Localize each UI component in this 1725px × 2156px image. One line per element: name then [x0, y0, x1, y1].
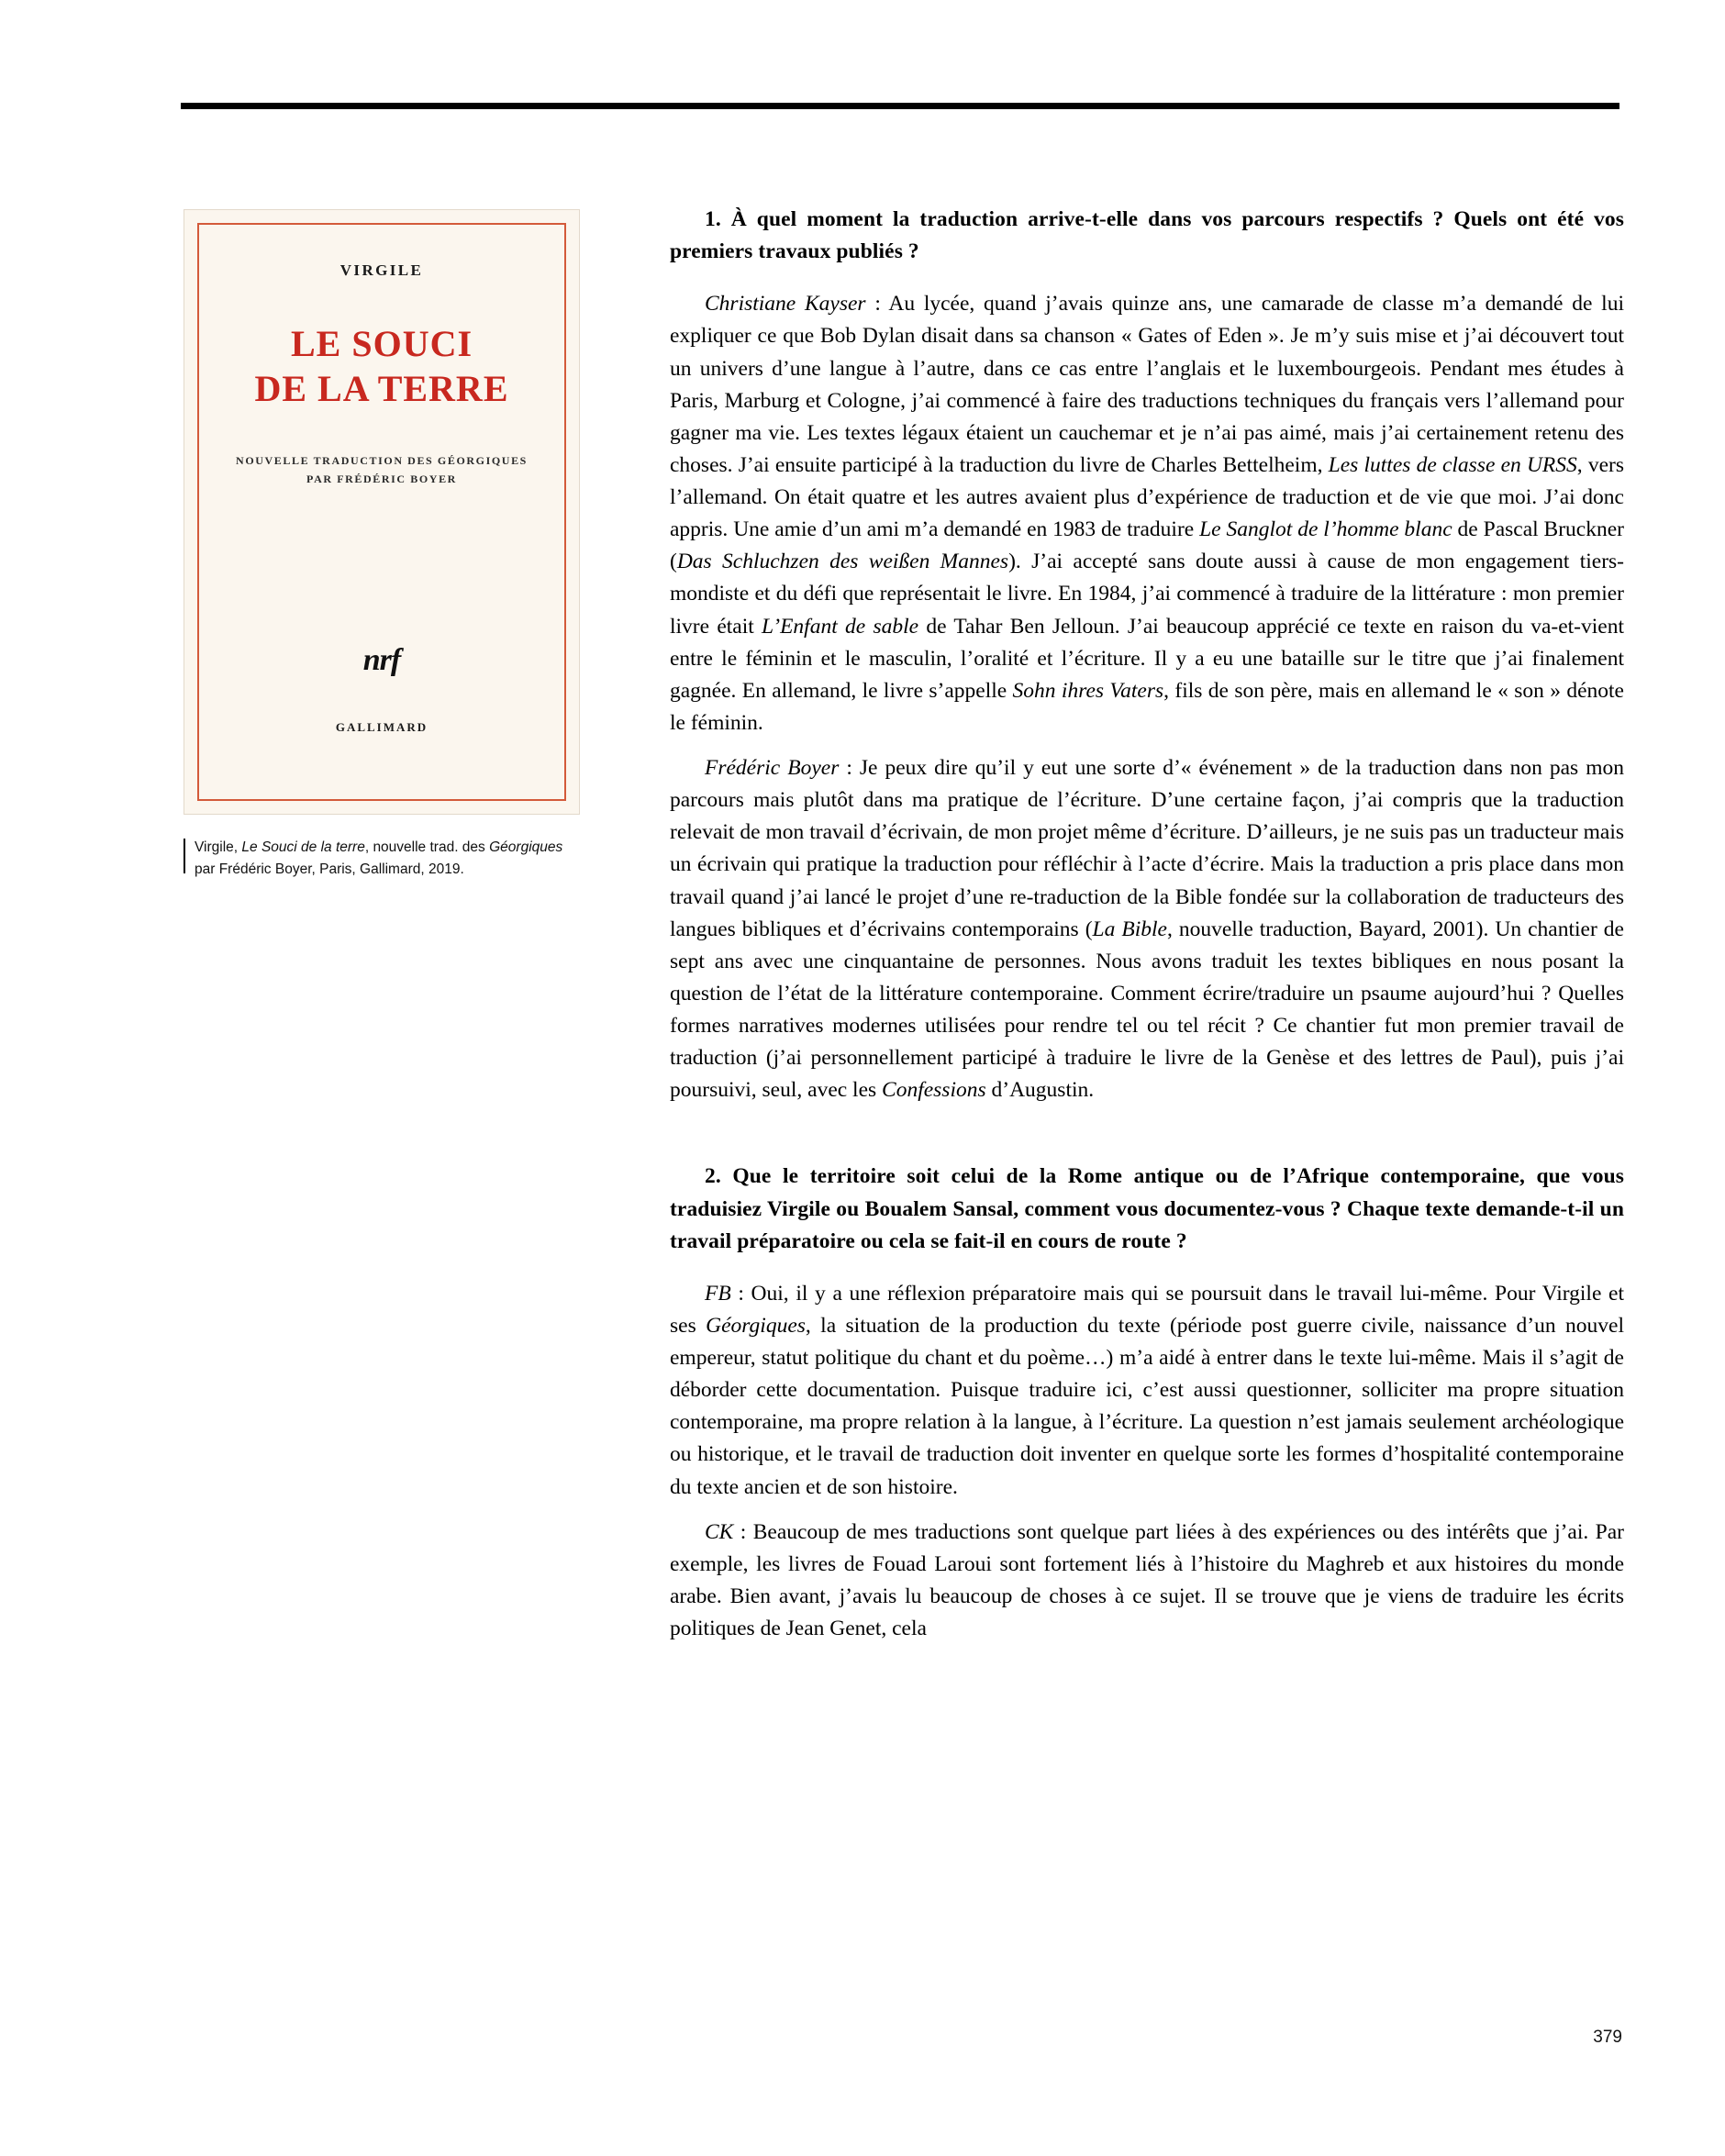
answer-1-paragraph: Christiane Kayser : Au lycée, quand j’avais quinze ans, une camarade de classe m’a demandé de lui expliquer ce que Bob Dylan disait dans sa chanson « Gates of Eden ». Je m’y suis mise et j’ai découvert tout un univers d’une langue à l’autre, dans ce cas entre l’anglais et le luxembourgeois. Pendant mes études à Paris, Marburg et Cologne, j’ai commencé à faire des traductions techniques du français vers l’allemand pour gagner ma vie. Les textes légaux étaient un cauchemar et je n’ai pas aimé, mais j’ai certainement retenu des choses. J’ai ensuite participé à la traduction du livre de Charles Bettelheim, Les luttes de classe en URSS, vers l’allemand. On était quatre et les autres avaient plus d’expérience de traduction et de vie que moi. J’ai donc appris. Une amie d’un ami m’a demandé en 1983 de traduire Le Sanglot de l’homme blanc de Pascal Bruckner (Das Schluchzen des weißen Mannes). J’ai accepté sans doute aussi à cause de mon engagement tiers-mondiste et du défi que représentait le livre. En 1984, j’ai commencé à traduire de la littérature : mon premier livre était L’Enfant de sable de Tahar Ben Jelloun. J’ai beaucoup apprécié ce texte en raison du va-et-vient entre le féminin et le masculin, l’oralité et l’écriture. Il y a eu une bataille sur le titre que j’ai finalement gagnée. En allemand, le livre s’appelle Sohn ihres Vaters, fils de son père, mais en allemand le « son » dénote le féminin. [670, 292, 1624, 735]
page-number: 379 [1593, 2028, 1622, 2047]
book-cover-image [184, 209, 580, 815]
answer-3-paragraph: FB : Oui, il y a une réflexion préparatoire mais qui se poursuit dans le travail lui-même. Pour Virgile et ses Géorgiques, la situation de la production du texte (période post guerre civile, naissance d’un nouvel empereur, statut politique du chant et du poème…) m’a aidé à entrer dans le texte lui-même. Mais il s’agit de déborder cette documentation. Puisque traduire ici, c’est aussi questionner, solliciter ma propre situation contemporaine, ma propre relation à la langue, à l’écriture. La question n’est jamais seulement archéologique ou historique, et le travail de traduction doit inventer en quelque sorte les formes d’hospitalité contemporaine du texte ancien et de son histoire. [670, 1281, 1624, 1499]
figure-caption [184, 837, 598, 880]
question-1: 1. À quel moment la traduction arrive-t-elle dans vos parcours respectifs ? Quels ont été vos premiers travaux publiés ? [670, 207, 1624, 264]
cover-frame [197, 223, 566, 801]
main-text-column [670, 204, 1624, 1646]
header-rule [181, 103, 1619, 109]
caption-text: Virgile, Le Souci de la terre, nouvelle trad. des Géorgiques par Frédéric Boyer, Paris, Gallimard, 2019. [195, 839, 563, 877]
cover-subtitle: NOUVELLE TRADUCTION DES GÉORGIQUES PAR FRÉDÉRIC BOYER [236, 454, 528, 485]
cover-publisher: GALLIMARD [335, 720, 428, 734]
book-cover-figure [184, 209, 580, 815]
answer-4-paragraph: CK : Beaucoup de mes traductions sont quelque part liées à des expériences ou des intérêts que j’ai. Par exemple, les livres de Fouad Laroui sont fortement liés à l’histoire du Maghreb et aux histoires du monde arabe. Bien avant, j’avais lu beaucoup de choses à ce sujet. Il se trouve que je viens de traduire les écrits politiques de Jean Genet, cela [670, 1519, 1624, 1640]
nrf-logo-icon: nrf [362, 643, 401, 677]
answer-2-paragraph: Frédéric Boyer : Je peux dire qu’il y eut une sorte d’« événement » de la traduction dans non pas mon parcours mais plutôt dans ma pratique de l’écriture. D’une certaine façon, j’ai compris que la traduction relevait de mon travail d’écrivain, de mon projet même d’écriture. D’ailleurs, je ne suis pas un traducteur mais un écrivain qui pratique la traduction pour réfléchir à l’acte d’écrire. Mais la traduction a pris place dans mon travail quand j’ai lancé le projet d’une re-traduction de la Bible fondée sur la collaboration de traducteurs des langues bibliques et d’écrivains contemporains (La Bible, nouvelle traduction, Bayard, 2001). Un chantier de sept ans avec une cinquantaine de personnes. Nous avons traduit les textes bibliques en nous posant la question de l’état de la littérature contemporaine. Comment écrire/traduire un psaume aujourd’hui ? Quelles formes narratives modernes utilisées pour rendre tel ou tel récit ? Ce chantier fut mon premier travail de traduction (j’ai personnellement participé à traduire le livre de la Genèse et des lettres de Paul), puis j’ai poursuivi, seul, avec les Confessions d’Augustin. [670, 756, 1624, 1103]
cover-author: VIRGILE [339, 261, 424, 279]
question-2: 2. Que le territoire soit celui de la Rome antique ou de l’Afrique contemporaine, que vous traduisiez Virgile ou Boualem Sansal, comment vous documentez-vous ? Chaque texte demande-t-il un travail préparatoire ou cela se fait-il en cours de route ? [670, 1164, 1624, 1253]
cover-title: LE SOUCI DE LA TERRE [254, 323, 509, 409]
section-gap [670, 1107, 1624, 1161]
